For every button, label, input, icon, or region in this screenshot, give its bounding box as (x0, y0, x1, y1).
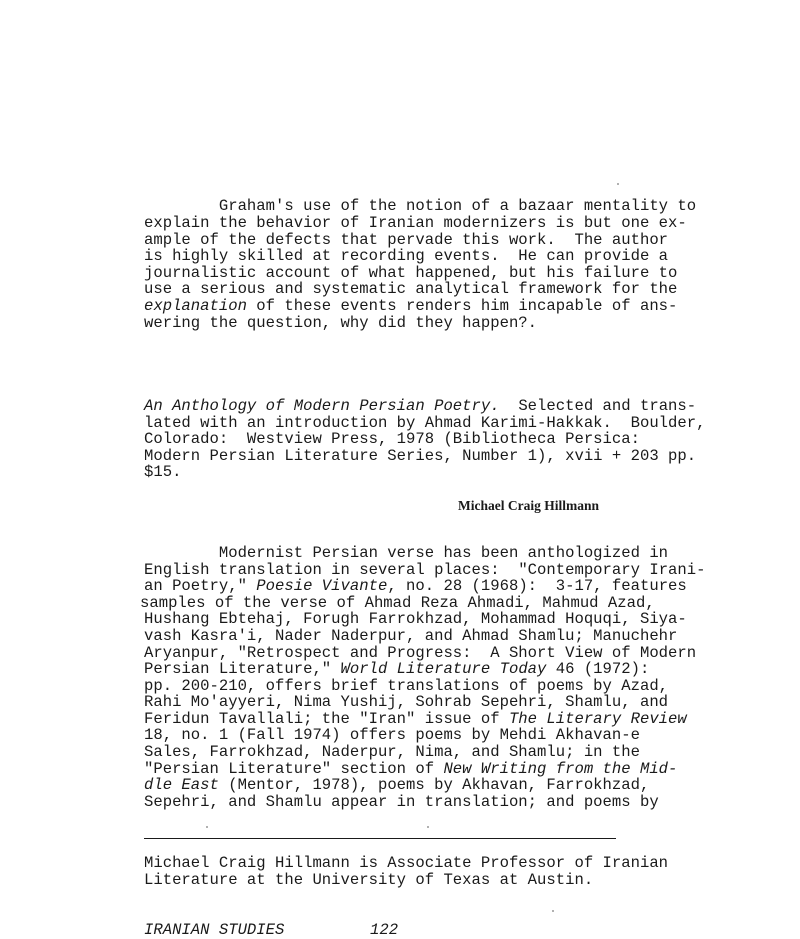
citation-rest: Selected and trans- (499, 397, 697, 415)
text-line: Modern Persian Literature Series, Number 1), xvii + 203 pp. (144, 447, 697, 465)
text-line (144, 562, 705, 578)
journal-title: Poesie Vivante (256, 577, 388, 595)
scan-speck (206, 826, 208, 828)
text-line: Rahi Mo'ayyeri, Nima Yushij, Sohrab Sepehri, Shamlu, and (144, 693, 669, 711)
text-line (144, 578, 687, 594)
text-segment: Feridun Tavallali; the "Iran" issue of (144, 710, 509, 728)
text-line: Michael Craig Hillmann is Associate Professor of Iranian (144, 854, 669, 872)
scan-speck (552, 910, 554, 912)
text-line: pp. 200-210, offers brief translations of poems by Azad, (144, 677, 669, 695)
text-line (144, 298, 677, 314)
text-line: Literature at the University of Texas at Austin. (144, 871, 594, 889)
footnote-divider (144, 838, 616, 839)
text-segment: English translation in several places: (144, 561, 500, 579)
text-line: ample of the defects that pervade this work. The author (144, 231, 669, 249)
text-segment: an Poetry," (144, 577, 257, 595)
text-segment: 46 (1972): (546, 660, 650, 678)
text-line (144, 777, 649, 793)
text-line-rest: of these events renders him incapable of ans- (256, 297, 678, 315)
text-segment: "Contemporary Irani- (499, 561, 706, 579)
text-line: lated with an introduction by Ahmad Karimi-Hakkak. Boulder, (144, 414, 706, 432)
text-line: Graham's use of the notion of a bazaar mentality to (144, 197, 697, 215)
text-line (144, 398, 696, 414)
journal-title: World Literature Today (340, 660, 547, 678)
text-line: Colorado: Westview Press, 1978 (Bibliotheca Persica: (144, 430, 640, 448)
book-title: dle East (144, 776, 219, 794)
text-line: is highly skilled at recording events. He can provide a (144, 247, 669, 265)
text-segment: "Persian Literature" section of (144, 760, 444, 778)
journal-name: IRANIAN STUDIES (144, 921, 285, 939)
book-title: New Writing from the Mid- (443, 760, 678, 778)
text-line (144, 711, 687, 727)
italic-word: explanation (144, 297, 247, 315)
text-line: 18, no. 1 (Fall 1974) offers poems by Mehdi Akhavan-e (144, 726, 640, 744)
text-segment: , no. 28 (1968): 3-17, features (387, 577, 687, 595)
page-number: 122 (370, 921, 399, 939)
text-line: explain the behavior of Iranian modernizers is but one ex- (144, 214, 687, 232)
text-line: Aryanpur, "Retrospect and Progress: A Short View of Modern (144, 644, 697, 662)
text-line: Hushang Ebtehaj, Forugh Farrokhzad, Mohammad Hoquqi, Siya- (144, 610, 687, 628)
text-line: samples of the verse of Ahmad Reza Ahmadi, Mahmud Azad, (140, 594, 655, 612)
journal-title: The Literary Review (508, 710, 687, 728)
book-title: An Anthology of Modern Persian Poetry. (144, 397, 500, 415)
text-line: use a serious and systematic analytical framework for the (144, 280, 678, 298)
text-line: Sales, Farrokhzad, Naderpur, Nima, and Shamlu; in the (144, 743, 640, 761)
text-line: vash Kasra'i, Nader Naderpur, and Ahmad Shamlu; Manuchehr (144, 627, 678, 645)
scan-speck (427, 826, 429, 828)
text-line: journalistic account of what happened, but his failure to (144, 264, 678, 282)
text-line (144, 761, 677, 777)
text-line: $15. (144, 463, 182, 481)
text-segment: Persian Literature," (144, 660, 341, 678)
scan-speck (617, 183, 619, 185)
reviewer-byline: Michael Craig Hillmann (458, 498, 599, 513)
text-segment: (Mentor, 1978), poems by Akhavan, Farrokhzad, (218, 776, 650, 794)
text-line: Modernist Persian verse has been anthologized in (144, 544, 669, 562)
text-line: wering the question, why did they happen?. (144, 314, 538, 332)
text-line: Sepehri, and Shamlu appear in translation; and poems by (144, 793, 659, 811)
text-line (144, 661, 649, 677)
